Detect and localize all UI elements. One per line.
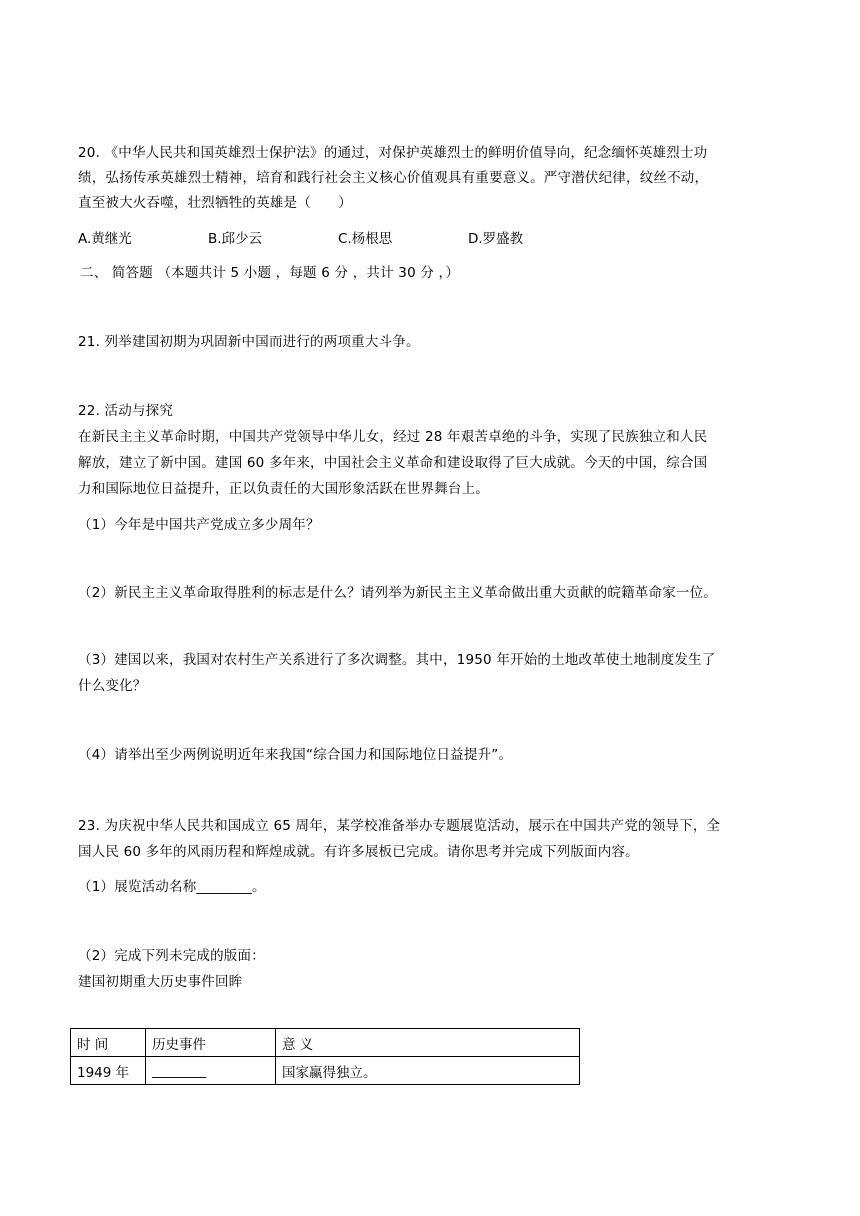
table-cell-meaning: 国家赢得独立。 (276, 1057, 580, 1085)
q22-sub-3-line-1: （3）建国以来，我国对农村生产关系进行了多次调整。其中，1950 年开始的土地改革使土地制度发生了 (78, 652, 716, 668)
q20-line-3: 直至被大火吞噬，壮烈牺牲的英雄是（ ） (78, 195, 352, 211)
q21-text: 21. 列举建国初期为巩固新中国而进行的两项重大斗争。 (78, 334, 420, 350)
table-header-event: 历史事件 (146, 1029, 276, 1057)
table-header-meaning: 意 义 (276, 1029, 580, 1057)
q23-board-title: 建国初期重大历史事件回眸 (78, 974, 243, 990)
q22-sub-2: （2）新民主主义革命取得胜利的标志是什么？请列举为新民主主义革命做出重大贡献的皖籍革命家一位。 (78, 585, 717, 601)
q20-line-1: 20. 《中华人民共和国英雄烈士保护法》的通过，对保护英雄烈士的鲜明价值导向，纪念缅怀英雄烈士功 (78, 145, 708, 161)
table-header-row (71, 1029, 580, 1057)
q23-sub-2: （2）完成下列未完成的版面： (78, 948, 265, 964)
q20-option-a: A.黄继光 (78, 231, 132, 247)
table-header-time: 时 间 (71, 1029, 146, 1057)
q22-sub-4: （4）请举出至少两例说明近年来我国“综合国力和国际地位日益提升”。 (78, 747, 513, 763)
q22-sub-1: （1）今年是中国共产党成立多少周年？ (78, 517, 320, 533)
q20-option-d: D.罗盛教 (468, 231, 524, 247)
q22-para-line-2: 解放，建立了新中国。建国 60 多年来，中国社会主义革命和建设取得了巨大成就。今天的中国，综合国 (78, 455, 708, 471)
table-cell-event-blank: ________ (146, 1057, 276, 1085)
q20-line-2: 绩，弘扬传承英雄烈士精神，培育和践行社会主义核心价值观具有重要意义。严守潜伏纪律，纹丝不动， (78, 170, 709, 186)
q23-sub-1: （1）展览活动名称________。 (78, 879, 266, 895)
q23-para-line-1: 23. 为庆祝中华人民共和国成立 65 周年，某学校准备举办专题展览活动，展示在中国共产党的领导下，全 (78, 818, 721, 834)
q20-option-b: B.邱少云 (208, 231, 263, 247)
history-events-table (70, 1028, 580, 1085)
q22-para-line-3: 力和国际地位日益提升，正以负责任的大国形象活跃在世界舞台上。 (78, 481, 489, 497)
q22-para-line-1: 在新民主主义革命时期，中国共产党领导中华儿女，经过 28 年艰苦卓绝的斗争，实现了民族独立和人民 (78, 429, 708, 445)
q22-sub-3-line-2: 什么变化？ (78, 678, 147, 694)
q23-para-line-2: 国人民 60 多年的风雨历程和辉煌成就。有许多展板已完成。请你思考并完成下列版面内容。 (78, 844, 639, 860)
q22-heading: 22. 活动与探究 (78, 403, 174, 419)
q20-option-c: C.杨根思 (338, 231, 393, 247)
table-cell-time: 1949 年 (71, 1057, 146, 1085)
section-2-title: 二、 简答题 （本题共计 5 小题 ，每题 6 分 ，共计 30 分 ，） (80, 265, 460, 281)
table-row (71, 1057, 580, 1085)
